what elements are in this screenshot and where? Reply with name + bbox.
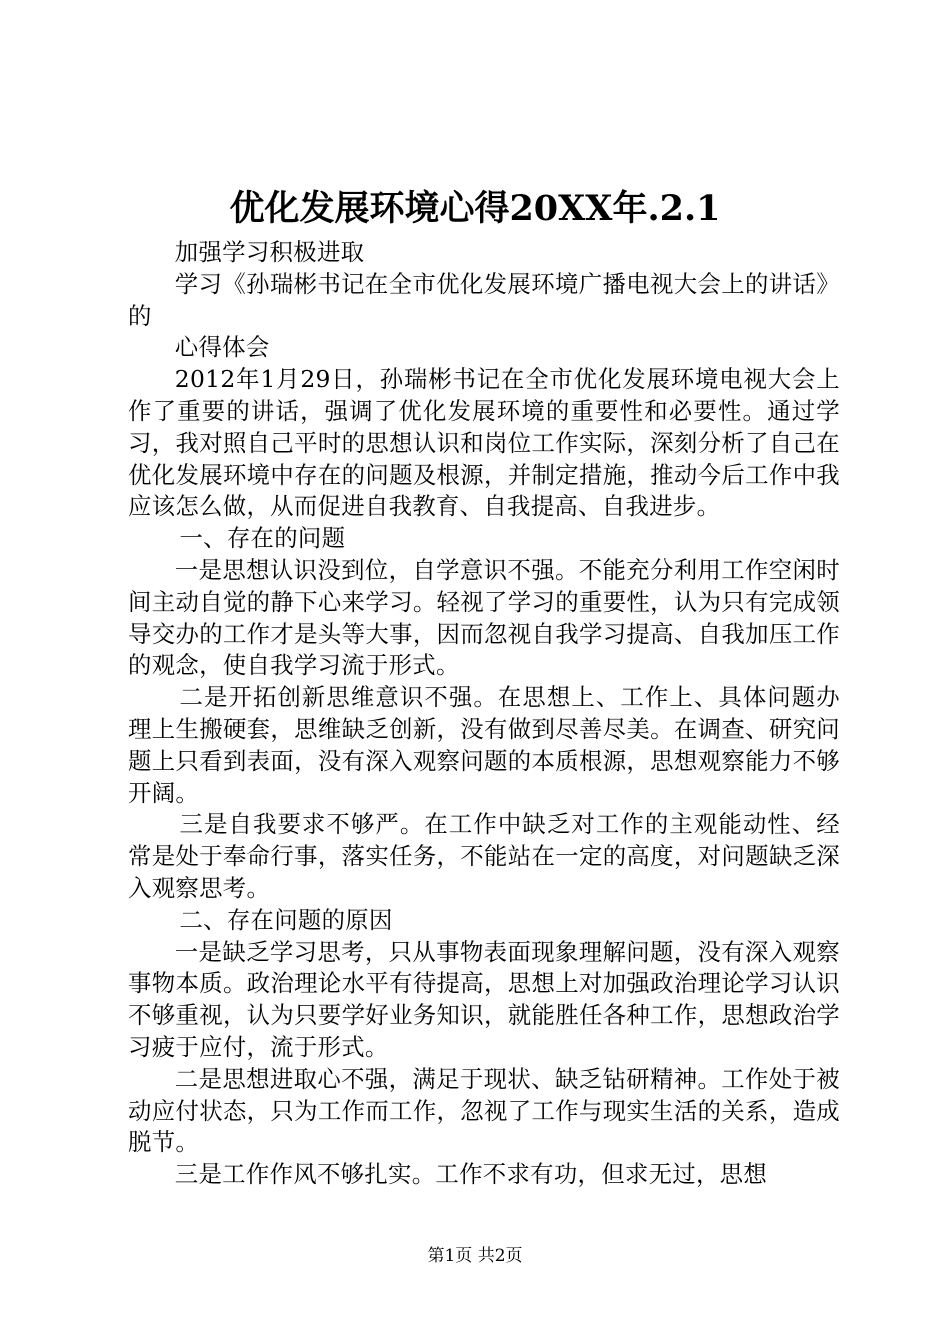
paragraph-cause-1: 一是缺乏学习思考，只从事物表面现象理解问题，没有深入观察事物本质。政治理论水平有待提高，思想上对加强政治理论学习认识不够重视，认为只要学好业务知识，就能胜任各种工作，思想政治学习疲于应付，流于形式。 bbox=[128, 937, 840, 1061]
paragraph-problem-3: 三是自我要求不够严。在工作中缺乏对工作的主观能动性、经常是处于奉命行事，落实任务，不能站在一定的高度，对问题缺乏深入观察思考。 bbox=[128, 810, 840, 902]
paragraph-intro: 2012年1月29日，孙瑞彬书记在全市优化发展环境电视大会上作了重要的讲话，强调了优化发展环境的重要性和必要性。通过学习，我对照自己平时的思想认识和岗位工作实际，深刻分析了自己在优化发展环境中存在的问题及根源，并制定措施，推动今后工作中我应该怎么做，从而促进自我教育、自我提高、自我进步。 bbox=[128, 365, 840, 521]
paragraph-problem-1: 一是思想认识没到位，自学意识不强。不能充分利用工作空闲时间主动自觉的静下心来学习。轻视了学习的重要性，认为只有完成领导交办的工作才是头等大事，因而忽视自我学习提高、自我加压工作的观念，使自我学习流于形式。 bbox=[128, 555, 840, 680]
document-title: 优化发展环境心得20XX年.2.1 bbox=[229, 188, 721, 229]
section-heading-problems: 一、存在的问题 bbox=[179, 524, 346, 553]
paragraph-experience-heading: 心得体会 bbox=[174, 333, 270, 362]
paragraph-study-heading: 学习《孙瑞彬书记在全市优化发展环境广播电视大会上的讲话》的 bbox=[128, 269, 840, 330]
document-body bbox=[128, 237, 840, 1191]
section-heading-causes: 二、存在问题的原因 bbox=[179, 905, 393, 934]
paragraph-cause-3: 三是工作作风不够扎实。工作不求有功，但求无过，思想 bbox=[174, 1160, 768, 1189]
paragraph-subtitle: 加强学习积极进取 bbox=[174, 238, 365, 266]
page-number-footer: 第1页 共2页 bbox=[427, 1246, 523, 1266]
paragraph-cause-2: 二是思想进取心不强，满足于现状、缺乏钻研精神。工作处于被动应付状态，只为工作而工作，忽视了工作与现实生活的关系，造成脱节。 bbox=[128, 1064, 840, 1157]
paragraph-problem-2: 二是开拓创新思维意识不强。在思想上、工作上、具体问题办理上生搬硬套，思维缺乏创新，没有做到尽善尽美。在调查、研究问题上只看到表面，没有深入观察问题的本质根源，思想观察能力不够开阔。 bbox=[128, 683, 840, 807]
